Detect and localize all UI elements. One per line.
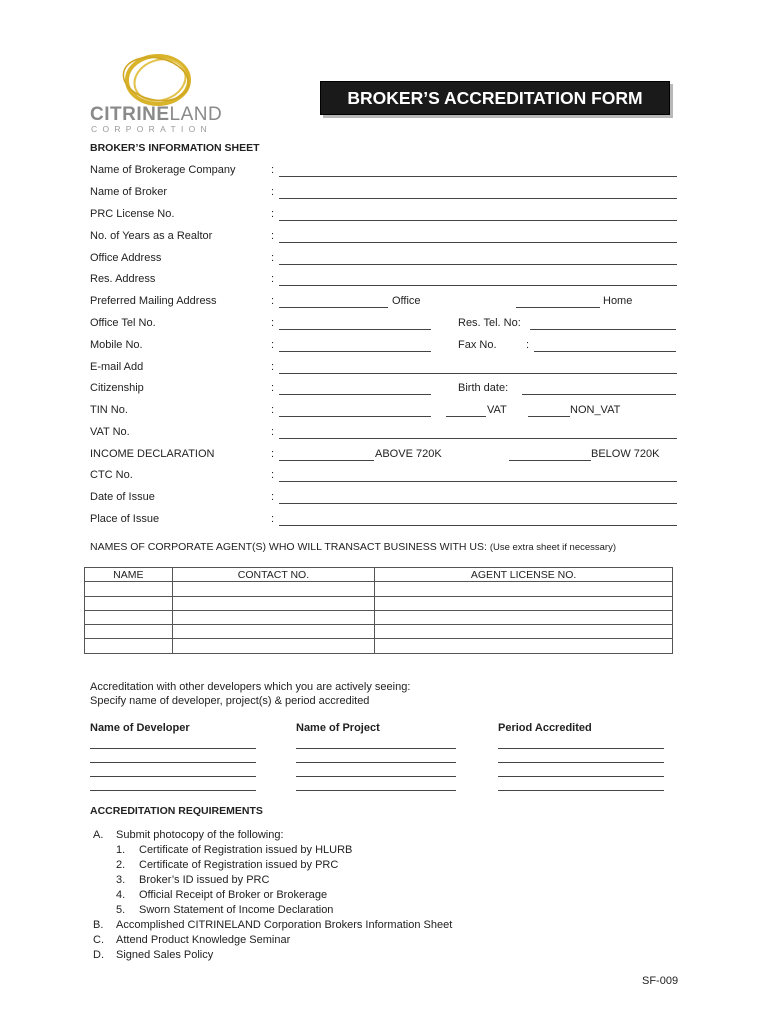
label-date-of-issue: Date of Issue [90, 491, 155, 503]
requirement-item: Accomplished CITRINELAND Corporation Brokers Information Sheet [116, 919, 453, 931]
agents-heading: NAMES OF CORPORATE AGENT(S) WHO WILL TRANSACT BUSINESS WITH US: [90, 541, 487, 553]
requirement-marker: D. [93, 949, 104, 961]
colon: : [271, 230, 275, 242]
sub-requirement-marker: 1. [116, 844, 126, 856]
sub-requirement-item: Sworn Statement of Income Declaration [139, 904, 334, 916]
label-office-address: Office Address [90, 252, 162, 264]
requirement-marker: B. [93, 919, 104, 931]
colon: : [271, 208, 275, 220]
above-720k-field[interactable] [279, 460, 374, 461]
label-res-tel-no: Res. Tel. No: [458, 317, 521, 329]
second-field-7[interactable] [530, 329, 676, 330]
col-contact-no: CONTACT NO. [172, 568, 375, 582]
place-of-issue-field[interactable] [279, 525, 677, 526]
e-mail-add-field[interactable] [279, 373, 677, 374]
option-office: Office [392, 295, 421, 307]
table-cell[interactable] [85, 639, 173, 653]
table-cell[interactable] [375, 582, 673, 596]
info-sheet-heading: BROKER’S INFORMATION SHEET [90, 142, 260, 154]
table-row [85, 639, 673, 653]
label-vat-no: VAT No. [90, 426, 130, 438]
table-cell[interactable] [375, 596, 673, 610]
sub-requirement-item: Broker’s ID issued by PRC [139, 874, 270, 886]
label-prc-license-no: PRC License No. [90, 208, 175, 220]
date-of-issue-field[interactable] [279, 503, 677, 504]
form-title: BROKER’S ACCREDITATION FORM [320, 81, 670, 115]
developer-entry-line[interactable] [296, 748, 456, 749]
office-mailing-field[interactable] [279, 307, 388, 308]
developer-entry-line[interactable] [296, 762, 456, 763]
label-mobile-no: Mobile No. [90, 339, 143, 351]
developer-entry-line[interactable] [498, 762, 664, 763]
sub-requirement-item: Certificate of Registration issued by PRC [139, 859, 339, 871]
developer-entry-line[interactable] [498, 776, 664, 777]
citizenship-field[interactable] [279, 394, 431, 395]
label-citizenship: Citizenship [90, 382, 144, 394]
option-below-720k: BELOW 720K [591, 448, 660, 460]
label-no-of-years-as-a-realtor: No. of Years as a Realtor [90, 230, 213, 242]
colon: : [271, 164, 275, 176]
colon: : [271, 295, 275, 307]
agents-note: (Use extra sheet if necessary) [489, 542, 617, 553]
brand-wordmark [90, 104, 222, 126]
table-cell[interactable] [172, 610, 375, 624]
sub-requirement-marker: 3. [116, 874, 126, 886]
requirement-item: Attend Product Knowledge Seminar [116, 934, 291, 946]
table-row [85, 596, 673, 610]
colon: : [526, 339, 530, 351]
tin-field[interactable] [279, 416, 431, 417]
second-field-8[interactable] [534, 351, 676, 352]
agents-table [84, 567, 673, 654]
table-cell[interactable] [172, 596, 375, 610]
vat-no-field[interactable] [279, 438, 677, 439]
sub-requirement-marker: 5. [116, 904, 126, 916]
option-vat: VAT [487, 404, 507, 416]
table-cell[interactable] [375, 610, 673, 624]
colon: : [271, 186, 275, 198]
label-birth-date: Birth date: [458, 382, 509, 394]
brand-subtitle: CORPORATION [91, 124, 212, 134]
table-row [85, 625, 673, 639]
name-of-brokerage-company-field[interactable] [279, 176, 677, 177]
requirement-marker: C. [93, 934, 104, 946]
label-office-tel-no: Office Tel No. [90, 317, 156, 329]
home-mailing-field[interactable] [516, 307, 600, 308]
mobile-no-field[interactable] [279, 351, 431, 352]
table-cell[interactable] [375, 625, 673, 639]
label-res-address: Res. Address [90, 273, 156, 285]
sub-requirement-item: Certificate of Registration issued by HLURB [139, 844, 353, 856]
colon: : [271, 469, 275, 481]
developer-entry-line[interactable] [90, 790, 256, 791]
table-cell[interactable] [172, 582, 375, 596]
label-income-declaration: INCOME DECLARATION [90, 448, 215, 460]
colon: : [271, 426, 275, 438]
label-fax-no: Fax No. [458, 339, 497, 351]
office-address-field[interactable] [279, 264, 677, 265]
label-e-mail-add: E-mail Add [90, 361, 144, 373]
requirements-heading: ACCREDITATION REQUIREMENTS [90, 805, 263, 817]
colon: : [271, 252, 275, 264]
accreditation-text-1: Accreditation with other developers which you are actively seeing: [90, 681, 411, 693]
colon: : [271, 513, 275, 525]
below-720k-field[interactable] [509, 460, 591, 461]
table-cell[interactable] [375, 639, 673, 653]
label-name-of-brokerage-company: Name of Brokerage Company [90, 164, 236, 176]
label-name-of-broker: Name of Broker [90, 186, 168, 198]
option-non-vat: NON_VAT [570, 404, 621, 416]
requirement-item: Submit photocopy of the following: [116, 829, 284, 841]
label-place-of-issue: Place of Issue [90, 513, 160, 525]
colon: : [271, 317, 275, 329]
developer-entry-line[interactable] [90, 762, 256, 763]
colon: : [271, 382, 275, 394]
option-above-720k: ABOVE 720K [375, 448, 442, 460]
sub-requirement-marker: 2. [116, 859, 126, 871]
col-agent-license-no: AGENT LICENSE NO. [375, 568, 673, 582]
table-cell[interactable] [172, 639, 375, 653]
colon: : [271, 339, 275, 351]
brand-name-light: LAND [169, 104, 223, 125]
table-row [85, 610, 673, 624]
colon: : [271, 273, 275, 285]
table-cell[interactable] [85, 582, 173, 596]
non-vat-check-field[interactable] [528, 416, 570, 417]
label-ctc-no: CTC No. [90, 469, 133, 481]
table-cell[interactable] [85, 596, 173, 610]
col-name: NAME [85, 568, 173, 582]
developer-entry-line[interactable] [498, 748, 664, 749]
second-field-10[interactable] [522, 394, 676, 395]
name-of-broker-field[interactable] [279, 198, 677, 199]
brand-name-bold: CITRINE [90, 104, 170, 125]
label-preferred-mailing-address: Preferred Mailing Address [90, 295, 217, 307]
requirement-marker: A. [93, 829, 104, 841]
developer-entry-line[interactable] [90, 748, 256, 749]
res-address-field[interactable] [279, 285, 677, 286]
developer-col-header: Name of Developer [90, 722, 190, 734]
form-code: SF-009 [642, 975, 679, 987]
accreditation-text-2: Specify name of developer, project(s) & period accredited [90, 695, 370, 707]
table-cell[interactable] [85, 610, 173, 624]
table-row [85, 582, 673, 596]
label-tin-no: TIN No. [90, 404, 128, 416]
table-cell[interactable] [172, 625, 375, 639]
developer-entry-line[interactable] [90, 776, 256, 777]
option-home: Home [603, 295, 633, 307]
colon: : [271, 491, 275, 503]
table-cell[interactable] [85, 625, 173, 639]
ctc-no-field[interactable] [279, 481, 677, 482]
project-col-header: Name of Project [296, 722, 380, 734]
prc-license-no-field[interactable] [279, 220, 677, 221]
vat-check-field[interactable] [446, 416, 486, 417]
developer-entry-line[interactable] [498, 790, 664, 791]
colon: : [271, 448, 275, 460]
requirement-item: Signed Sales Policy [116, 949, 214, 961]
colon: : [271, 404, 275, 416]
agents-table-header [85, 568, 673, 582]
sub-requirement-item: Official Receipt of Broker or Brokerage [139, 889, 328, 901]
office-tel-no-field[interactable] [279, 329, 431, 330]
colon: : [271, 361, 275, 373]
agents-heading-row [90, 541, 616, 553]
developer-entry-line[interactable] [296, 776, 456, 777]
sub-requirement-marker: 4. [116, 889, 126, 901]
no-of-years-as-a-realtor-field[interactable] [279, 242, 677, 243]
developer-entry-line[interactable] [296, 790, 456, 791]
period-col-header: Period Accredited [498, 722, 592, 734]
